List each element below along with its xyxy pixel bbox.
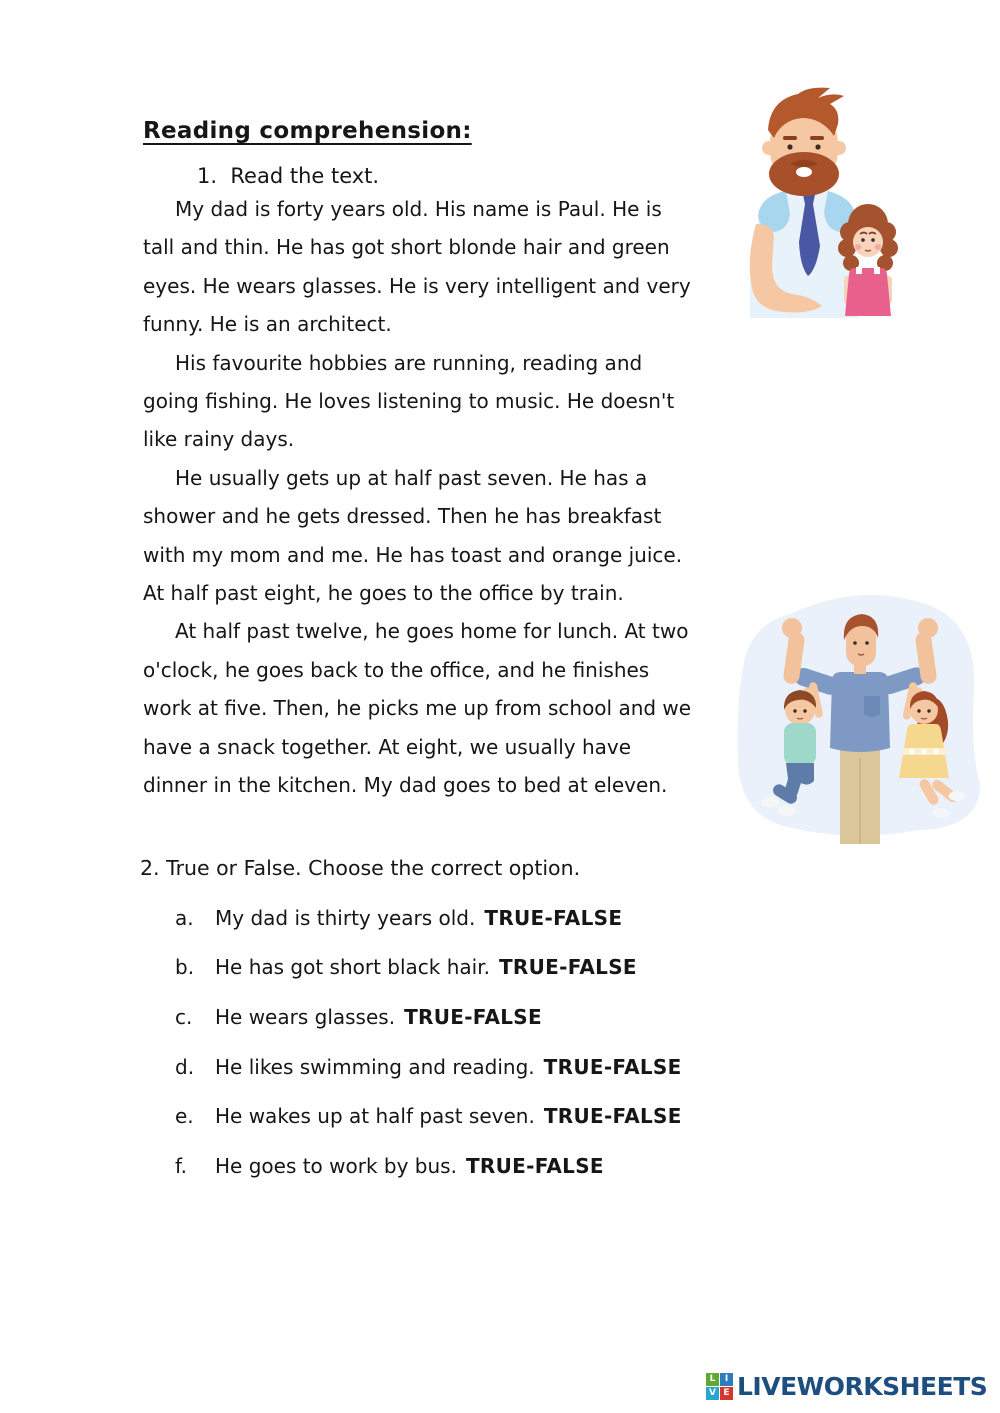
page-title: Reading comprehension: (143, 118, 472, 144)
dad-mouth (796, 167, 812, 177)
quiz-item (175, 943, 682, 993)
dad-brow-left (783, 136, 797, 140)
story-line: eyes. He wears glasses. He is very intelligent and very (143, 273, 691, 298)
story-line: shower and he gets dressed. Then he has breakfast (143, 504, 662, 529)
quiz-item-letter: a. (175, 905, 194, 930)
quiz-item (175, 992, 682, 1042)
quiz-item-statement: He goes to work by bus. (215, 1153, 457, 1178)
logo-square-v: V (706, 1387, 719, 1400)
quiz-item-letter: c. (175, 1004, 193, 1029)
story-line: My dad is forty years old. His name is Paul. He is (175, 197, 662, 221)
quiz-item-statement: My dad is thirty years old. (215, 905, 476, 930)
logo-square-l: L (706, 1373, 719, 1386)
story-line: dinner in the kitchen. My dad goes to bed at eleven. (143, 773, 668, 798)
quiz-item (175, 1091, 682, 1141)
story-line: At half past eight, he goes to the office by train. (143, 581, 624, 606)
instruction-read-text: 1. Read the text. (197, 164, 380, 188)
liveworksheets-brand-text: LIVEWORKSHEETS (737, 1372, 988, 1401)
quiz-item-true-false[interactable]: TRUE-FALSE (484, 905, 623, 930)
logo-square-e: E (720, 1387, 733, 1400)
quiz-item-true-false[interactable]: TRUE-FALSE (543, 1054, 682, 1079)
story-line: o'clock, he goes back to the office, and he finishes (143, 657, 650, 682)
quiz-item-true-false[interactable]: TRUE-FALSE (404, 1004, 542, 1029)
quiz-item-true-false[interactable]: TRUE-FALSE (543, 1104, 682, 1129)
story-line: tall and thin. He has got short blonde hair and green (143, 235, 670, 260)
quiz-item-true-false[interactable]: TRUE-FALSE (465, 1153, 604, 1178)
story-line: with my mom and me. He has toast and orange juice. (143, 542, 683, 567)
illustration-dad-kids-image (728, 580, 990, 844)
liveworksheets-logo[interactable] (706, 1372, 987, 1401)
quiz-item (175, 1141, 682, 1191)
story-line: work at five. Then, he picks me up from school and we (143, 696, 692, 721)
quiz-item-statement: He has got short black hair. (215, 955, 490, 980)
quiz-item-letter: b. (175, 955, 195, 980)
dad-brow-right (810, 136, 824, 140)
dad-eye-left (787, 144, 792, 149)
quiz-item-true-false[interactable]: TRUE-FALSE (498, 955, 637, 980)
story-line: At half past twelve, he goes home for lunch. At two (175, 619, 689, 644)
quiz-item-letter: e. (175, 1104, 194, 1129)
story-line: He usually gets up at half past seven. He has a (175, 465, 648, 490)
liveworksheets-logo-icon (706, 1373, 733, 1400)
illustration-dad-daughter-image (744, 84, 902, 318)
quiz-item-statement: He likes swimming and reading. (215, 1054, 535, 1079)
quiz-item-letter: d. (175, 1054, 195, 1079)
quiz-item-statement: He wakes up at half past seven. (215, 1104, 535, 1129)
quiz-item (175, 893, 682, 943)
quiz-heading: 2. True or False. Choose the correct option. (140, 856, 581, 880)
logo-square-i: I (720, 1373, 733, 1386)
dad-eye-right (815, 144, 820, 149)
daughter-dress (845, 268, 891, 316)
story-line: His favourite hobbies are running, reading and (175, 350, 643, 375)
quiz-item (175, 1042, 682, 1092)
daughter-face (853, 227, 883, 257)
quiz-list (175, 893, 682, 1191)
story-line: have a snack together. At eight, we usually have (143, 734, 632, 759)
story (143, 190, 691, 805)
quiz-item-statement: He wears glasses. (215, 1004, 396, 1029)
story-line: going fishing. He loves listening to music. He doesn't (143, 389, 675, 414)
story-line: like rainy days. (143, 427, 295, 452)
story-line: funny. He is an architect. (143, 312, 392, 337)
quiz-item-letter: f. (175, 1153, 187, 1178)
